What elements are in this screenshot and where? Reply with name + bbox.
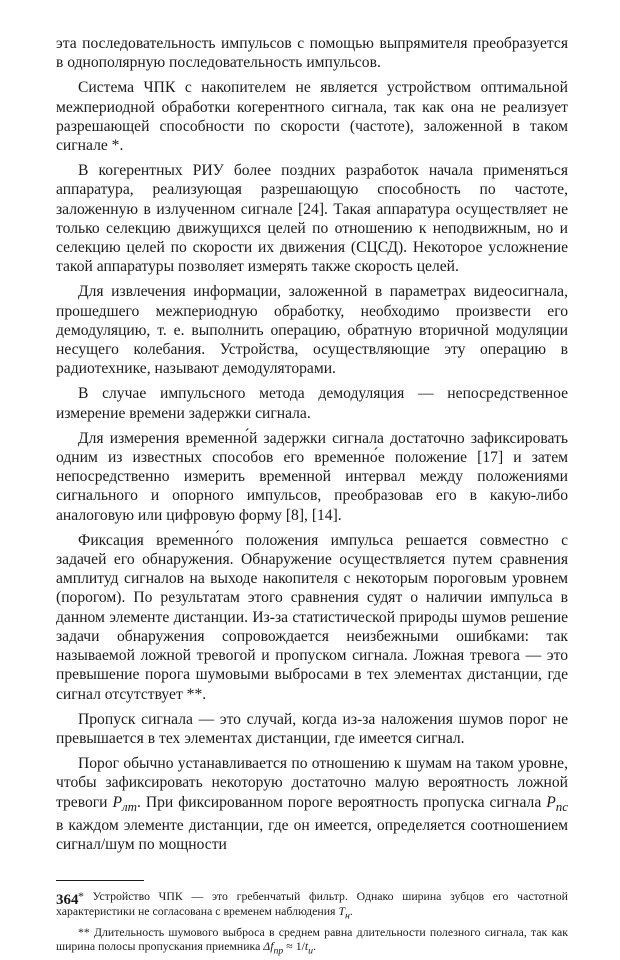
footnote-1: * Устройство ЧПК — это гребенчатый фильтр. Однако ширина зубцов его частотной характеристики не согласована с временем наблюдения $T_н$.	[56, 889, 568, 922]
paragraph-9-part-2: . При фиксированном пороге вероятность пропуска сигнала	[137, 793, 547, 811]
symbol-p-lt: $P_{лт}$	[112, 793, 138, 814]
paragraph-9	[56, 754, 568, 854]
paragraph-9-part-3: в каждом элементе дистанции, где он имеется, определяется соотношением сигнал/шум по мощности	[56, 816, 568, 854]
paragraph-4: Для извлечения информации, заложенной в параметрах видеосигнала, прошедшего межпериодную обработку, необходимо произвести его демодуляцию, т. е. выполнить операцию, обратную вторичной модуляции несущего колебания. Устройства, осуществляющие эту операцию в радиотехнике, называют демодуляторами.	[56, 283, 568, 378]
page-body	[56, 34, 568, 960]
paragraph-6: Для измерения временно́й задержки сигнала достаточно зафиксировать одним из известных способов его временно́е положение [17] и затем непосредственно измерить временной интервал между положениями сигнального и опорного импульсов, преобразовав его в какую-либо аналоговую или цифровую форму [8], [14].	[56, 429, 568, 524]
symbol-p-ps: $P_{пс}$	[546, 793, 568, 814]
paragraph-9-part-1: Порог обычно устанавливается по отношению к шумам на таком уровне, чтобы зафиксировать некоторую достаточно малую вероятность ложной тревоги	[56, 755, 568, 811]
paragraph-7: Фиксация временно́го положения импульса решается совместно с задачей его обнаружения. Обнаружение осуществляется путем сравнения амплитуд сигналов на выходе накопителя с некоторым пороговым уровнем (порогом). По результатам этого сравнения судят о наличии импульса в данном элементе дистанции. Из-за статистической природы шумов решение задачи обнаружения сопровождается неизбежными ошибками: так называемой ложной тревогой и пропуском сигнала. Ложная тревога — это превышение порога шумовыми выбросами в тех элементах дистанции, где сигнал отсутствует **.	[56, 531, 568, 703]
paragraph-3: В когерентных РИУ более поздних разработок начала применяться аппаратура, реализующая разрешающую способность по частоте, заложенную в излученном сигнале [24]. Такая аппаратура осуществляет не только селекцию движущихся целей по отношению к неподвижным, но и селекцию целей по скорости их движения (СЦСД). Некоторое усложнение такой аппаратуры позволяет измерять также скорость целей.	[56, 162, 568, 276]
page-number: 364	[56, 892, 79, 908]
footnote-2: ** Длительность шумового выброса в среднем равна длительности полезного сигнала, так как ширина полосы пропускания приемника $\Delta f_{пр} \approx 1/t_и$.	[56, 924, 568, 957]
paragraph-1: эта последовательность импульсов с помощью выпрямителя преобразуется в однополярную последовательность импульсов.	[56, 35, 568, 72]
paragraph-5: В случае импульсного метода демодуляция — непосредственное измерение времени задержки сигнала.	[56, 385, 568, 422]
paragraph-2: Система ЧПК с накопителем не является устройством оптимальной межпериодной обработки когерентного сигнала, так как она не реализует разрешающей способности по скорости (частоте), заложенной в таком сигнале *.	[56, 79, 568, 155]
paragraph-8: Пропуск сигнала — это случай, когда из-за наложения шумов порог не превышается в тех элементах дистанции, где имеется сигнал.	[56, 710, 568, 747]
footnote-divider	[56, 880, 144, 881]
